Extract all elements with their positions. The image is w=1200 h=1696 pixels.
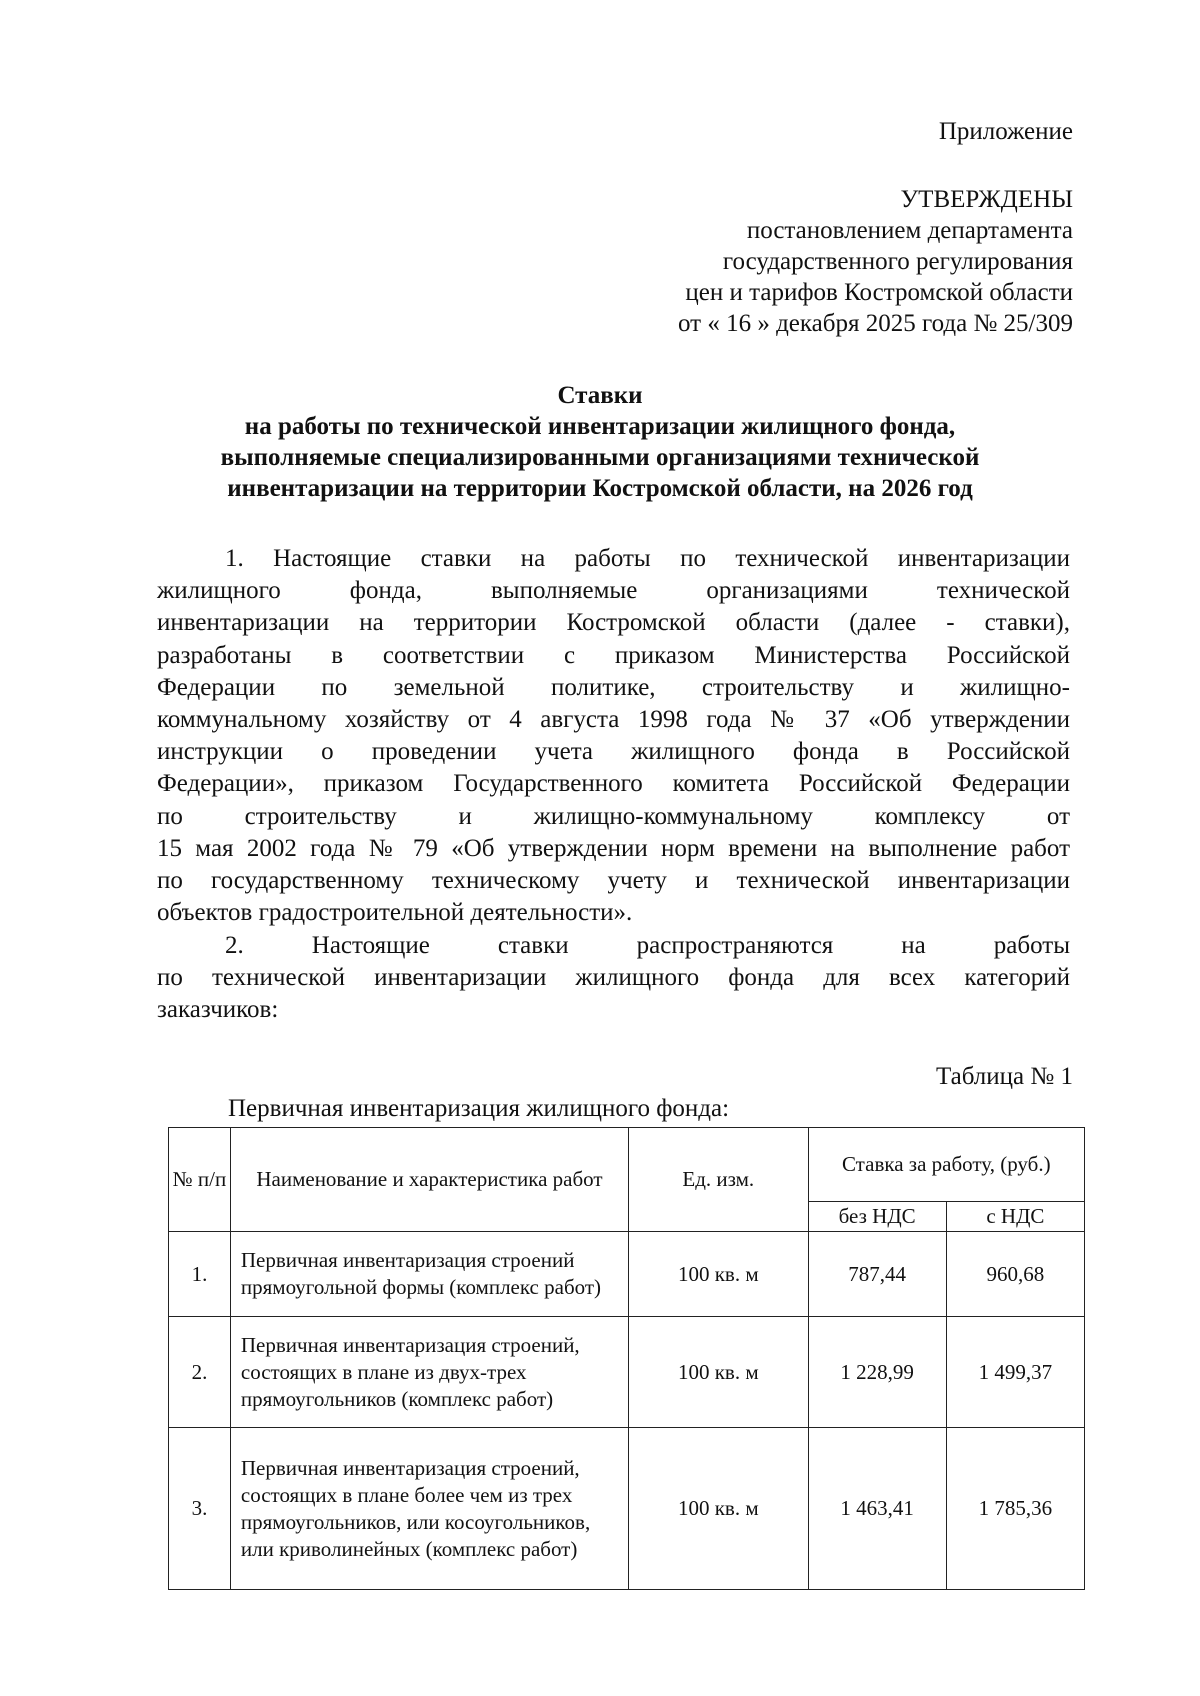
paragraph-line: по технической инвентаризации жилищного фонда для всех категорий bbox=[157, 964, 1070, 992]
paragraph-line: жилищного фонда, выполняемые организациями технической bbox=[157, 577, 1070, 605]
paragraph-line: заказчиков: bbox=[157, 996, 279, 1024]
approval-line: государственного регулирования bbox=[722, 248, 1073, 275]
header-rate: Ставка за работу, (руб.) bbox=[808, 1128, 1084, 1202]
table-number: Таблица № 1 bbox=[935, 1063, 1073, 1090]
header-without-vat: без НДС bbox=[808, 1202, 946, 1232]
row-with-vat: 960,68 bbox=[946, 1232, 1084, 1317]
approval-line: от « 16 » декабря 2025 года № 25/309 bbox=[677, 310, 1073, 337]
approval-line: цен и тарифов Костромской области bbox=[685, 279, 1073, 306]
paragraph-1 bbox=[157, 543, 1070, 929]
approval-block bbox=[678, 184, 1073, 339]
paragraph-line: по государственному техническому учету и технической инвентаризации bbox=[157, 867, 1070, 895]
row-without-vat: 1 463,41 bbox=[808, 1428, 946, 1590]
row-unit: 100 кв. м bbox=[629, 1232, 808, 1317]
header-with-vat: с НДС bbox=[946, 1202, 1084, 1232]
row-unit: 100 кв. м bbox=[629, 1317, 808, 1428]
row-num: 1. bbox=[169, 1232, 231, 1317]
paragraph-line: 15 мая 2002 года № 79 «Об утверждении норм времени на выполнение работ bbox=[157, 834, 1070, 862]
header-unit: Ед. изм. bbox=[629, 1128, 808, 1232]
row-name: Первичная инвентаризация строений, состоящих в плане более чем из трех прямоугольников, или косоугольников, или криволинейных (комплекс работ) bbox=[230, 1428, 628, 1590]
paragraph-line: Федерации», приказом Государственного комитета Российской Федерации bbox=[157, 770, 1070, 798]
approval-line: постановлением департамента bbox=[746, 217, 1073, 244]
title-line: на работы по технической инвентаризации жилищного фонда, bbox=[244, 413, 956, 440]
title-line: выполняемые специализированными организациями технической bbox=[220, 444, 980, 471]
paragraph-line: Федерации по земельной политике, строительству и жилищно- bbox=[157, 673, 1070, 701]
title-line: инвентаризации на территории Костромской области, на 2026 год bbox=[227, 475, 973, 502]
row-num: 2. bbox=[169, 1317, 231, 1428]
document-title bbox=[120, 380, 1080, 504]
row-unit: 100 кв. м bbox=[629, 1428, 808, 1590]
paragraph-line: инвентаризации на территории Костромской области (далее - ставки), bbox=[157, 609, 1070, 637]
paragraph-line: 2. Настоящие ставки распространяются на работы bbox=[225, 932, 1070, 959]
appendix-label: Приложение bbox=[938, 118, 1073, 145]
table-row bbox=[169, 1317, 1085, 1428]
row-num: 3. bbox=[169, 1428, 231, 1590]
title-line: Ставки bbox=[557, 382, 643, 409]
paragraph-line: по строительству и жилищно-коммунальному комплексу от bbox=[157, 802, 1070, 830]
paragraph-line: коммунальному хозяйству от 4 августа 1998 года № 37 «Об утверждении bbox=[157, 706, 1070, 734]
row-name: Первичная инвентаризация строений прямоугольной формы (комплекс работ) bbox=[230, 1232, 628, 1317]
table-row bbox=[169, 1232, 1085, 1317]
header-name: Наименование и характеристика работ bbox=[230, 1128, 628, 1232]
paragraph-line: разработаны в соответствии с приказом Министерства Российской bbox=[157, 641, 1070, 669]
paragraph-line: инструкции о проведении учета жилищного фонда в Российской bbox=[157, 738, 1070, 766]
row-with-vat: 1 785,36 bbox=[946, 1428, 1084, 1590]
table-row bbox=[169, 1428, 1085, 1590]
header-num: № п/п bbox=[169, 1128, 231, 1232]
row-without-vat: 787,44 bbox=[808, 1232, 946, 1317]
paragraph-line: 1. Настоящие ставки на работы по технической инвентаризации bbox=[225, 545, 1070, 572]
paragraph-line: объектов градостроительной деятельности». bbox=[157, 899, 633, 927]
row-name: Первичная инвентаризация строений, состоящих в плане из двух-трех прямоугольников (комплекс работ) bbox=[230, 1317, 628, 1428]
table-header-row bbox=[169, 1128, 1085, 1202]
row-without-vat: 1 228,99 bbox=[808, 1317, 946, 1428]
table-caption: Первичная инвентаризация жилищного фонда: bbox=[228, 1095, 730, 1122]
paragraph-2 bbox=[157, 930, 1070, 1027]
rates-table bbox=[168, 1127, 1085, 1590]
approved-heading: УТВЕРЖДЕНЫ bbox=[900, 186, 1073, 213]
row-with-vat: 1 499,37 bbox=[946, 1317, 1084, 1428]
